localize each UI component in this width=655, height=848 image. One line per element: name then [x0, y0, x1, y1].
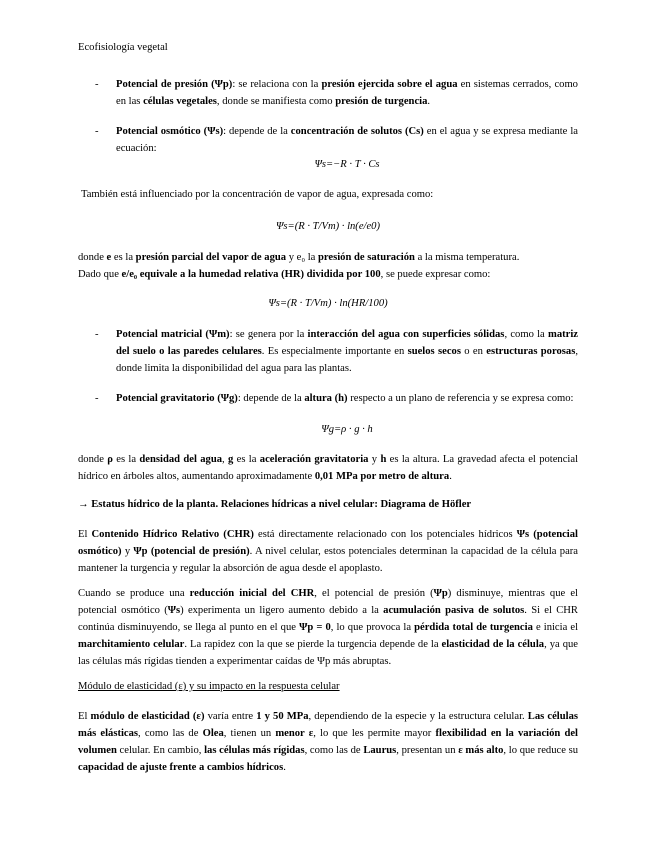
paragraph-vapor: También está influenciado por la concentración de vapor de agua, expresada como: [81, 189, 434, 200]
bullet-gravitational-potential: Potencial gravitatorio (Ψg): depende de la altura (h) respecto a un plano de referencia y se expresa como: [116, 393, 574, 404]
bullet-marker: - [95, 79, 99, 90]
equation-osmotic: Ψs=−R · T · Cs [314, 159, 380, 170]
paragraph-chr-reduction: Cuando se produce una reducción inicial del CHR, el potencial de presión (Ψp) disminuye, mientras que el potencial osmótico (Ψs) experimenta un ligero aumento debido a la acumulación pasiva de solutos. Si el CHR continúa disminuyendo, se llega al punto en el que Ψp = 0, lo que provoca la pérdida total de turgencia e inicia el marchitamiento celular. La rapidez con la que se pierde la turgencia depende de la elasticidad de la célula, ya que las células más rígidas tienden a experimentar caídas de Ψp más abruptas. [78, 588, 579, 667]
bullet-matric-potential: Potencial matricial (Ψm): se genera por la interacción del agua con superficies sólidas, como la matriz del suelo o las paredes celulares. Es especialmente importante en suelos secos o en estructuras porosas, donde limita la disponibilidad del agua para las plantas. [116, 329, 578, 374]
paragraph-chr: El Contenido Hídrico Relativo (CHR) está directamente relacionado con los potenciales hídricos Ψs (potencial osmótico) y Ψp (potencial de presión). A nivel celular, estos potenciales determinan la capacidad de la célula para mantener la turgencia y regular la absorción de agua desde el apoplasto. [78, 529, 578, 574]
bullet-osmotic-potential: Potencial osmótico (Ψs): depende de la concentración de solutos (Cs) en el agua y se expresa mediante la ecuación: [116, 126, 578, 154]
equation-vapor: Ψs=(R · T/Vm) · ln(e/e0) [275, 221, 381, 232]
bullet-marker: - [95, 329, 99, 340]
equation-humidity: Ψs=(R · T/Vm) · ln(HR/100) [268, 298, 388, 309]
bullet-marker: - [95, 393, 99, 404]
bullet-pressure-potential: Potencial de presión (Ψp): se relaciona con la presión ejercida sobre el agua en sistemas cerrados, como en las células vegetales, donde se manifiesta como presión de turgencia. [116, 79, 578, 107]
page-header: Ecofisiología vegetal [78, 42, 168, 53]
subheading-elasticity: Módulo de elasticidad (ε) y su impacto en la respuesta celular [78, 681, 340, 692]
paragraph-elasticity: El módulo de elasticidad (ε) varía entre 1 y 50 MPa, dependiendo de la especie y la estructura celular. Las células más elásticas, como las de Olea, tienen un menor ε, lo que les permite mayor flexibilidad en la variación del volumen celular. En cambio, las células más rígidas, como las de Laurus, presentan un ε más alto, lo que reduce su capacidad de ajuste frente a cambios hídricos. [78, 711, 579, 773]
paragraph-vapor-definitions: donde e es la presión parcial del vapor de agua y e₀ la presión de saturación a la misma temperatura. Dado que e/e₀ equivale a la humedad relativa (HR) dividida por 100, se puede expresar como: [78, 252, 520, 280]
section-heading: → Estatus hídrico de la planta. Relaciones hídricas a nivel celular: Diagrama de Höfler [78, 499, 472, 510]
equation-gravitational: Ψg=ρ · g · h [321, 424, 373, 435]
bullet-marker: - [95, 126, 99, 137]
paragraph-gravity: donde ρ es la densidad del agua, g es la aceleración gravitatoria y h es la altura. La gravedad afecta el potencial hídrico en árboles altos, aumentando aproximadamente 0,01 MPa por metro de altura. [78, 454, 579, 482]
